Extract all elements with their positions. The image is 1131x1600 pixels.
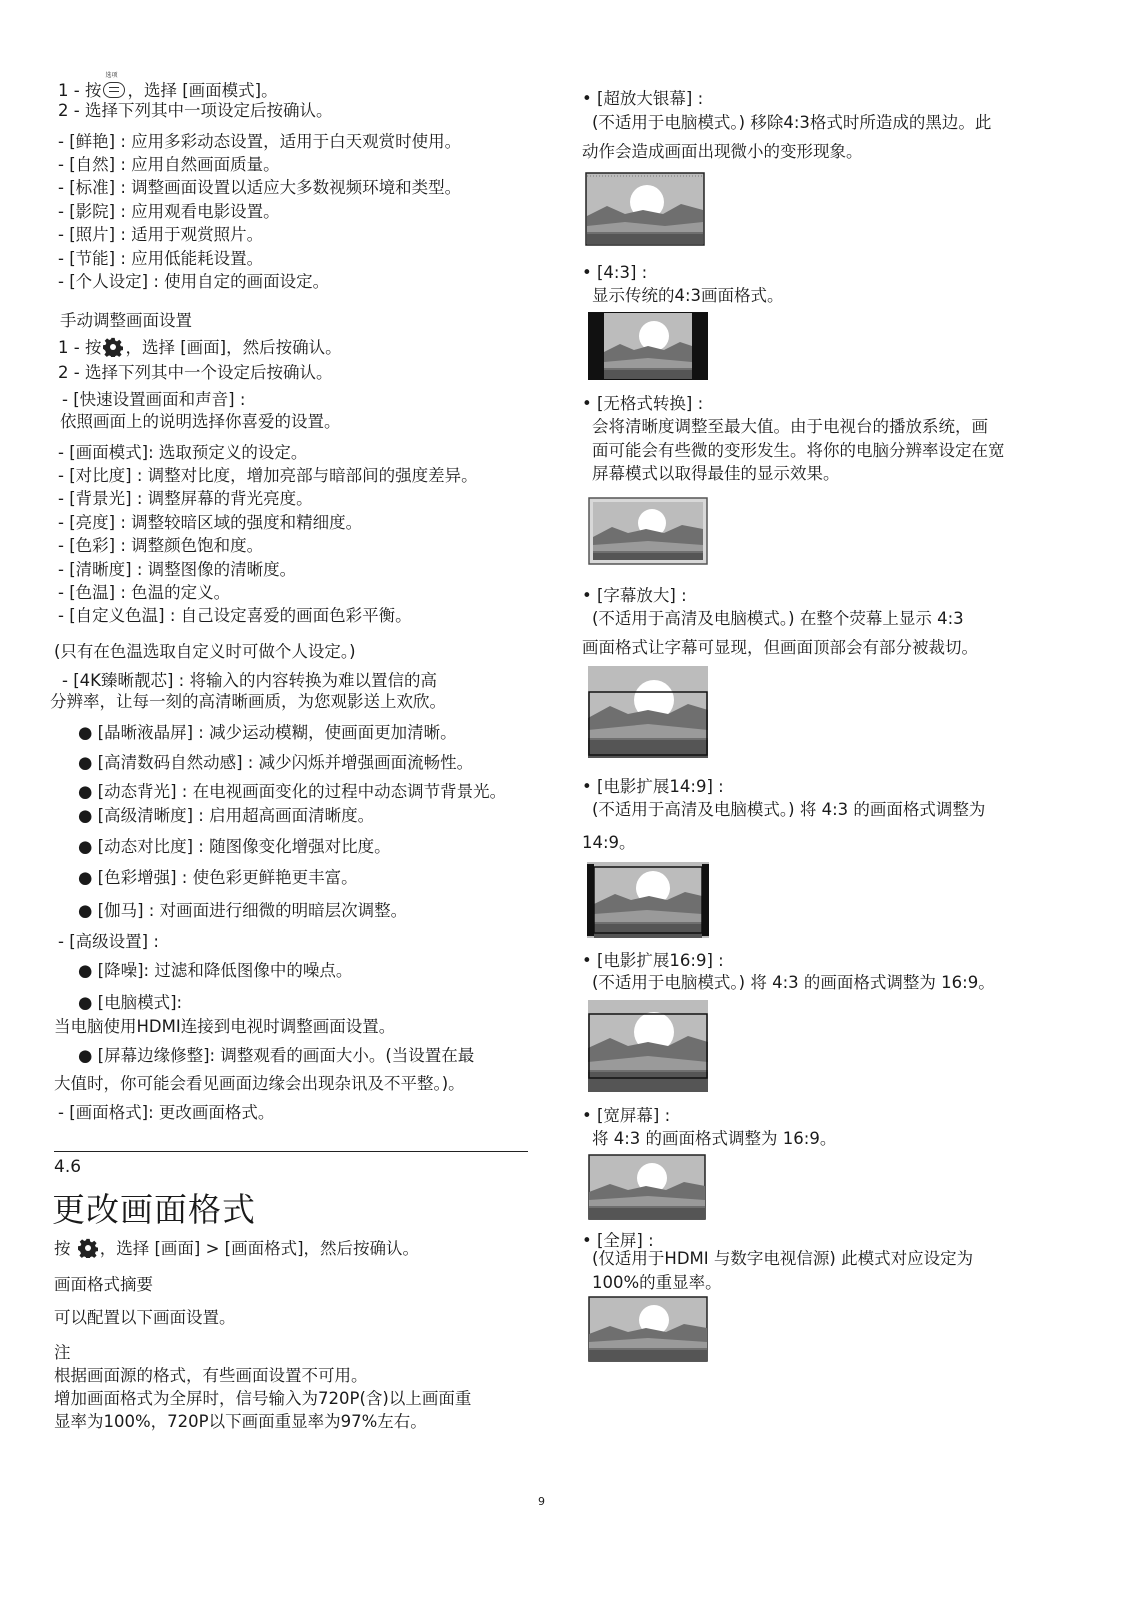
- format-nav-line: 按 ，选择 [画面] > [画面格式]，然后按确认。: [54, 1239, 420, 1258]
- fourk-item-line1: - [4K臻晰靓芯] : 将输入的内容转换为难以置信的高: [62, 671, 437, 690]
- setting-item: - [背景光] : 调整屏幕的背光亮度。: [58, 489, 313, 508]
- unscaled-thumbnail: [588, 497, 708, 565]
- format-title-superzoom: • [超放大银幕] :: [582, 89, 704, 108]
- format-desc: (不适用于高清及电脑模式。) 将 4:3 的画面格式调整为: [592, 800, 986, 819]
- format-desc: (不适用于电脑模式。) 移除4:3格式时所造成的黑边。此: [592, 113, 992, 132]
- mode-item: - [鲜艳] : 应用多彩动态设置，适用于白天观赏时使用。: [58, 132, 462, 151]
- format-desc: (仅适用于HDMI 与数字电视信源) 此模式对应设定为: [592, 1249, 974, 1268]
- note-title: 注: [54, 1343, 71, 1362]
- advanced-item: - [高级设置] :: [58, 932, 159, 951]
- fourk-subitem: ● [高清数码自然动感] : 减少闪烁并增强画面流畅性。: [78, 753, 474, 772]
- edge-trim-line2: 大值时，你可能会看见画面边缘会出现杂讯及不平整。)。: [54, 1074, 465, 1093]
- options-icon-label: 选项: [105, 72, 118, 79]
- format-desc: 屏幕模式以取得最佳的显示效果。: [592, 464, 840, 483]
- setting-item: - [自定义色温] : 自己设定喜爱的画面色彩平衡。: [58, 606, 412, 625]
- superzoom-thumbnail: [585, 172, 705, 246]
- format-title-full-screen: • [全屏] :: [582, 1231, 654, 1250]
- advanced-subitem: ● [电脑模式]:: [78, 993, 183, 1012]
- mode-item: - [照片] : 适用于观赏照片。: [58, 225, 264, 244]
- setting-item: - [清晰度] : 调整图像的清晰度。: [58, 560, 297, 579]
- note-line: 增加画面格式为全屏时，信号输入为720P(含)以上画面重: [54, 1389, 472, 1408]
- edge-trim-line1: ● [屏幕边缘修整]: 调整观看的画面大小。(当设置在最: [78, 1046, 475, 1065]
- section-title: 更改画面格式: [52, 1190, 256, 1229]
- format-desc: 会将清晰度调整至最大值。由于电视台的播放系统，画: [592, 417, 988, 436]
- fourk-subitem: ● [高级清晰度] : 启用超高画面清晰度。: [78, 806, 375, 825]
- format-title-wide-screen: • [宽屏幕] :: [582, 1106, 671, 1125]
- manual-title: 手动调整画面设置: [60, 311, 192, 330]
- setting-item: - [亮度] : 调整较暗区域的强度和精细度。: [58, 513, 363, 532]
- mode-item: - [节能] : 应用低能耗设置。: [58, 249, 264, 268]
- format-desc: 14:9。: [582, 833, 636, 852]
- movie-16-9-thumbnail: [588, 1000, 708, 1092]
- format-item: - [画面格式]: 更改画面格式。: [58, 1103, 275, 1122]
- fourk-item-line2: 分辨率，让每一刻的高清晰画质，为您观影送上欢欣。: [50, 692, 446, 711]
- full-screen-thumbnail: [588, 1296, 708, 1362]
- format-desc: 将 4:3 的画面格式调整为 16:9。: [592, 1129, 837, 1148]
- format-desc: (不适用于高清及电脑模式。) 在整个荧幕上显示 4:3: [592, 609, 964, 628]
- summary-desc: 可以配置以下画面设置。: [54, 1308, 236, 1327]
- setting-item: - [色彩] : 调整颜色饱和度。: [58, 536, 264, 555]
- page-number: 9: [538, 1495, 545, 1508]
- fourk-subitem: ● [伽马] : 对画面进行细微的明暗层次调整。: [78, 901, 408, 920]
- format-desc: (不适用于电脑模式。) 将 4:3 的画面格式调整为 16:9。: [592, 973, 995, 992]
- fourk-subitem: ● [色彩增强] : 使色彩更鲜艳更丰富。: [78, 868, 358, 887]
- note-line: 根据画面源的格式，有些画面设置不可用。: [54, 1366, 368, 1385]
- format-desc: 面可能会有些微的变形发生。将你的电脑分辨率设定在宽: [592, 441, 1005, 460]
- format-title-subtitle-zoom: • [字幕放大] :: [582, 586, 687, 605]
- section-divider: [54, 1151, 528, 1152]
- format-title-movie-14-9: • [电影扩展14:9] :: [582, 777, 724, 796]
- pc-mode-desc: 当电脑使用HDMI连接到电视时调整画面设置。: [54, 1017, 396, 1036]
- fourk-subitem: ● [动态背光] : 在电视画面变化的过程中动态调节背景光。: [78, 782, 507, 801]
- mode-item: - [自然] : 应用自然画面质量。: [58, 155, 280, 174]
- step2-line: 2 - 选择下列其中一项设定后按确认。: [58, 101, 333, 120]
- fourk-subitem: ● [晶晰液晶屏] : 减少运动模糊，使画面更加清晰。: [78, 723, 457, 742]
- setting-item: - [画面模式]: 选取预定义的设定。: [58, 443, 308, 462]
- mode-item: - [影院] : 应用观看电影设置。: [58, 202, 280, 221]
- format-desc: 动作会造成画面出现微小的变形现象。: [582, 142, 863, 161]
- manual-step1-line: 1 - 按 ，选择 [画面]，然后按确认。: [58, 338, 342, 357]
- format-desc: 显示传统的4:3画面格式。: [592, 286, 784, 305]
- mode-item: - [标准] : 调整画面设置以适应大多数视频环境和类型。: [58, 178, 462, 197]
- format-title-4-3: • [4:3] :: [582, 263, 648, 282]
- summary-title: 画面格式摘要: [54, 1275, 153, 1294]
- movie-14-9-thumbnail: [587, 862, 709, 938]
- fourk-subitem: ● [动态对比度] : 随图像变化增强对比度。: [78, 837, 391, 856]
- 4-3-thumbnail: [588, 312, 708, 380]
- color-temp-note: (只有在色温选取自定义时可做个人设定。): [54, 642, 356, 661]
- subtitle-zoom-thumbnail: [588, 666, 708, 758]
- note-line: 显率为100%，720P以下画面重显率为97%左右。: [54, 1412, 427, 1431]
- format-desc: 画面格式让字幕可显现，但画面顶部会有部分被裁切。: [582, 638, 978, 657]
- quick-setup-desc: 依照画面上的说明选择你喜爱的设置。: [60, 412, 341, 431]
- gear-icon: [103, 337, 123, 357]
- mode-item: - [个人设定] : 使用自定的画面设定。: [58, 272, 330, 291]
- setting-item: - [色温] : 色温的定义。: [58, 583, 231, 602]
- options-button-icon: [103, 72, 125, 98]
- advanced-subitem: ● [降噪]: 过滤和降低图像中的噪点。: [78, 961, 353, 980]
- setting-item: - [对比度] : 调整对比度，增加亮部与暗部间的强度差异。: [58, 466, 478, 485]
- section-number: 4.6: [54, 1157, 82, 1177]
- quick-setup-item: - [快速设置画面和声音] :: [62, 390, 246, 409]
- manual-step2-line: 2 - 选择下列其中一个设定后按确认。: [58, 363, 333, 382]
- wide-screen-thumbnail: [588, 1154, 706, 1220]
- format-title-movie-16-9: • [电影扩展16:9] :: [582, 951, 724, 970]
- format-desc: 100%的重显率。: [592, 1273, 722, 1292]
- gear-icon: [78, 1238, 98, 1258]
- step1-line: 1 - 按 选项 ，选择 [画面模式]。: [58, 72, 278, 100]
- format-title-unscaled: • [无格式转换] :: [582, 394, 704, 413]
